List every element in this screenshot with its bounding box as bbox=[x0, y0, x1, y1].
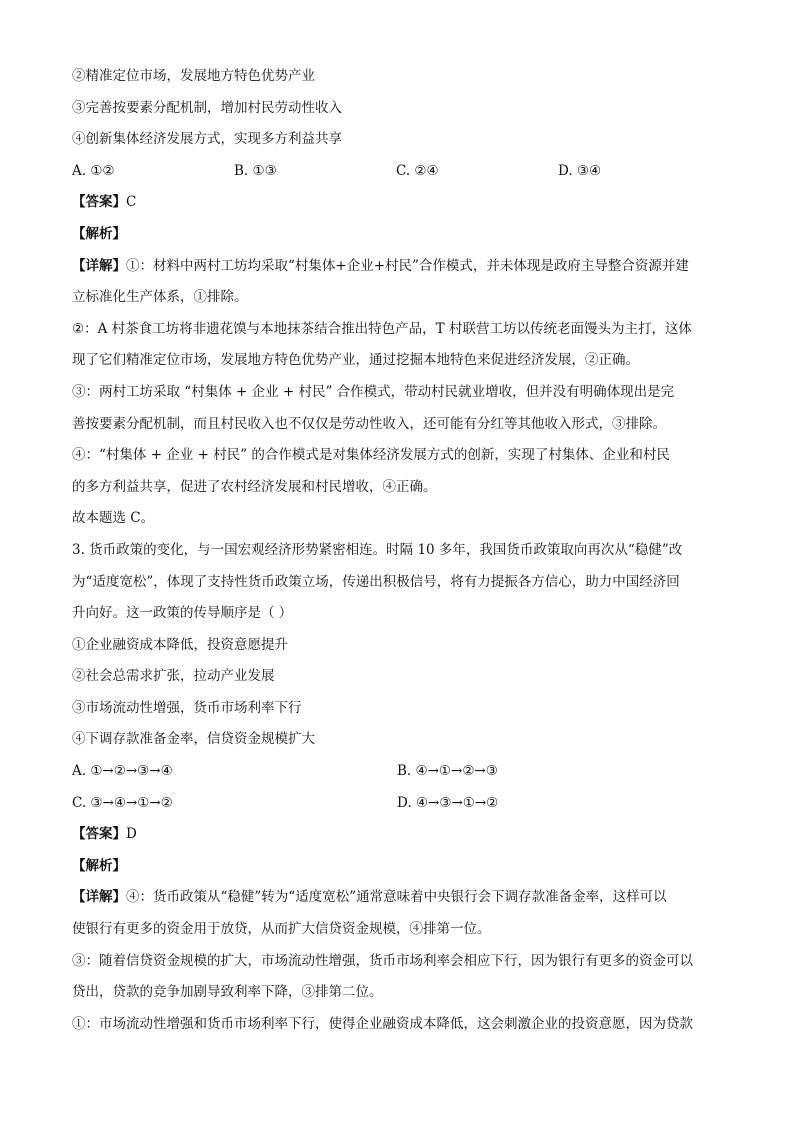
q3-stem-line-1: 3. 货币政策的变化，与一国宏观经济形势紧密相连。时隔 10 多年，我国货币政策取向再次从“稳健”改 bbox=[72, 541, 683, 558]
q2-detail-line-2: 立标准化生产体系，①排除。 bbox=[72, 289, 248, 306]
q2-option-b: B. ①③ bbox=[234, 162, 277, 179]
q3-detail-line-4: 贷出，贷款的竞争加剧导致利率下降，③排第二位。 bbox=[72, 984, 383, 1001]
q2-detail-line-3: ②：A 村茶食工坊将非遗花馍与本地抹茶结合推出特色产品，T 村联营工坊以传统老面馒头为主打，这体 bbox=[72, 320, 692, 337]
q3-options-row-2 bbox=[72, 790, 722, 822]
detail-text: ①：材料中两村工坊均采取“村集体+企业+村民”合作模式，并未体现是政府主导整合资源并建 bbox=[126, 257, 689, 274]
q3-answer bbox=[72, 821, 722, 853]
q3-detail-line-5: ①：市场流动性增强和货币市场利率下行，使得企业融资成本降低，这会刺激企业的投资意愿，因为贷款 bbox=[72, 1015, 693, 1032]
q3-detail-line-3: ③：随着信贷资金规模的扩大，市场流动性增强，货币市场利率会相应下行，因为银行有更多的资金可以 bbox=[72, 952, 693, 969]
answer-value: D bbox=[126, 826, 137, 843]
q2-detail-line-7: ④：“村集体 + 企业 + 村民” 的合作模式是对集体经济发展方式的创新，实现了村集体、企业和村民 bbox=[72, 447, 670, 464]
answer-value: C bbox=[126, 194, 137, 211]
q2-detail-line-6: 善按要素分配机制，而且村民收入也不仅仅是劳动性收入，还可能有分红等其他收入形式，③排除。 bbox=[72, 415, 666, 432]
q3-options-row-1 bbox=[72, 758, 722, 790]
q3-option-c: C. ③→④→①→② bbox=[72, 794, 173, 811]
q2-detail-line-8: 的多方利益共享，促进了农村经济发展和村民增收，④正确。 bbox=[72, 478, 437, 495]
q3-item-1: ①企业融资成本降低，投资意愿提升 bbox=[72, 636, 288, 653]
q3-stem-line-2: 为“适度宽松”，体现了支持性货币政策立场，传递出积极信号，将有力提振各方信心，助力中国经济回 bbox=[72, 573, 680, 590]
q2-item-4: ④创新集体经济发展方式，实现多方利益共享 bbox=[72, 131, 342, 148]
q2-option-c: C. ②④ bbox=[396, 162, 439, 179]
answer-tag: 【答案】 bbox=[72, 194, 126, 211]
q2-detail-line-1 bbox=[72, 253, 722, 285]
page-content bbox=[72, 63, 722, 1042]
q2-item-2: ②精准定位市场，发展地方特色优势产业 bbox=[72, 68, 315, 84]
q2-answer bbox=[72, 189, 722, 221]
q3-option-b: B. ④→①→②→③ bbox=[397, 763, 498, 780]
answer-tag: 【答案】 bbox=[72, 826, 126, 843]
q3-item-2: ②社会总需求扩张，拉动产业发展 bbox=[72, 668, 275, 685]
detail-tag: 【详解】 bbox=[72, 257, 126, 274]
q3-stem-line-3: 升向好。这一政策的传导顺序是（ ） bbox=[72, 605, 293, 622]
q2-analysis-heading: 【解析】 bbox=[72, 225, 126, 242]
q2-item-3: ③完善按要素分配机制，增加村民劳动性收入 bbox=[72, 99, 342, 116]
q3-option-d: D. ④→③→①→② bbox=[397, 794, 499, 811]
q3-analysis-heading: 【解析】 bbox=[72, 857, 126, 874]
q2-option-a: A. ①② bbox=[72, 162, 115, 179]
q3-detail-line-1 bbox=[72, 884, 722, 916]
q3-item-3: ③市场流动性增强，货币市场利率下行 bbox=[72, 699, 302, 716]
q3-detail-line-2: 使银行有更多的资金用于放贷，从而扩大信贷资金规模，④排第一位。 bbox=[72, 921, 491, 938]
q2-detail-line-4: 现了它们精准定位市场，发展地方特色优势产业，通过挖掘本地特色来促进经济发展，②正确。 bbox=[72, 352, 639, 369]
q2-options bbox=[72, 158, 722, 190]
detail-tag: 【详解】 bbox=[72, 889, 126, 906]
q2-detail-line-5: ③：两村工坊采取 “村集体 + 企业 + 村民” 合作模式，带动村民就业增收，但并没有明确体现出是完 bbox=[72, 383, 675, 400]
q2-option-d: D. ③④ bbox=[558, 162, 602, 179]
q3-option-a: A. ①→②→③→④ bbox=[72, 763, 173, 780]
q3-item-4: ④下调存款准备金率，信贷资金规模扩大 bbox=[72, 731, 315, 748]
q2-conclusion: 故本题选 C。 bbox=[72, 510, 155, 527]
detail-text: ④：货币政策从“稳健”转为“适度宽松”通常意味着中央银行会下调存款准备金率，这样可以 bbox=[126, 889, 667, 906]
